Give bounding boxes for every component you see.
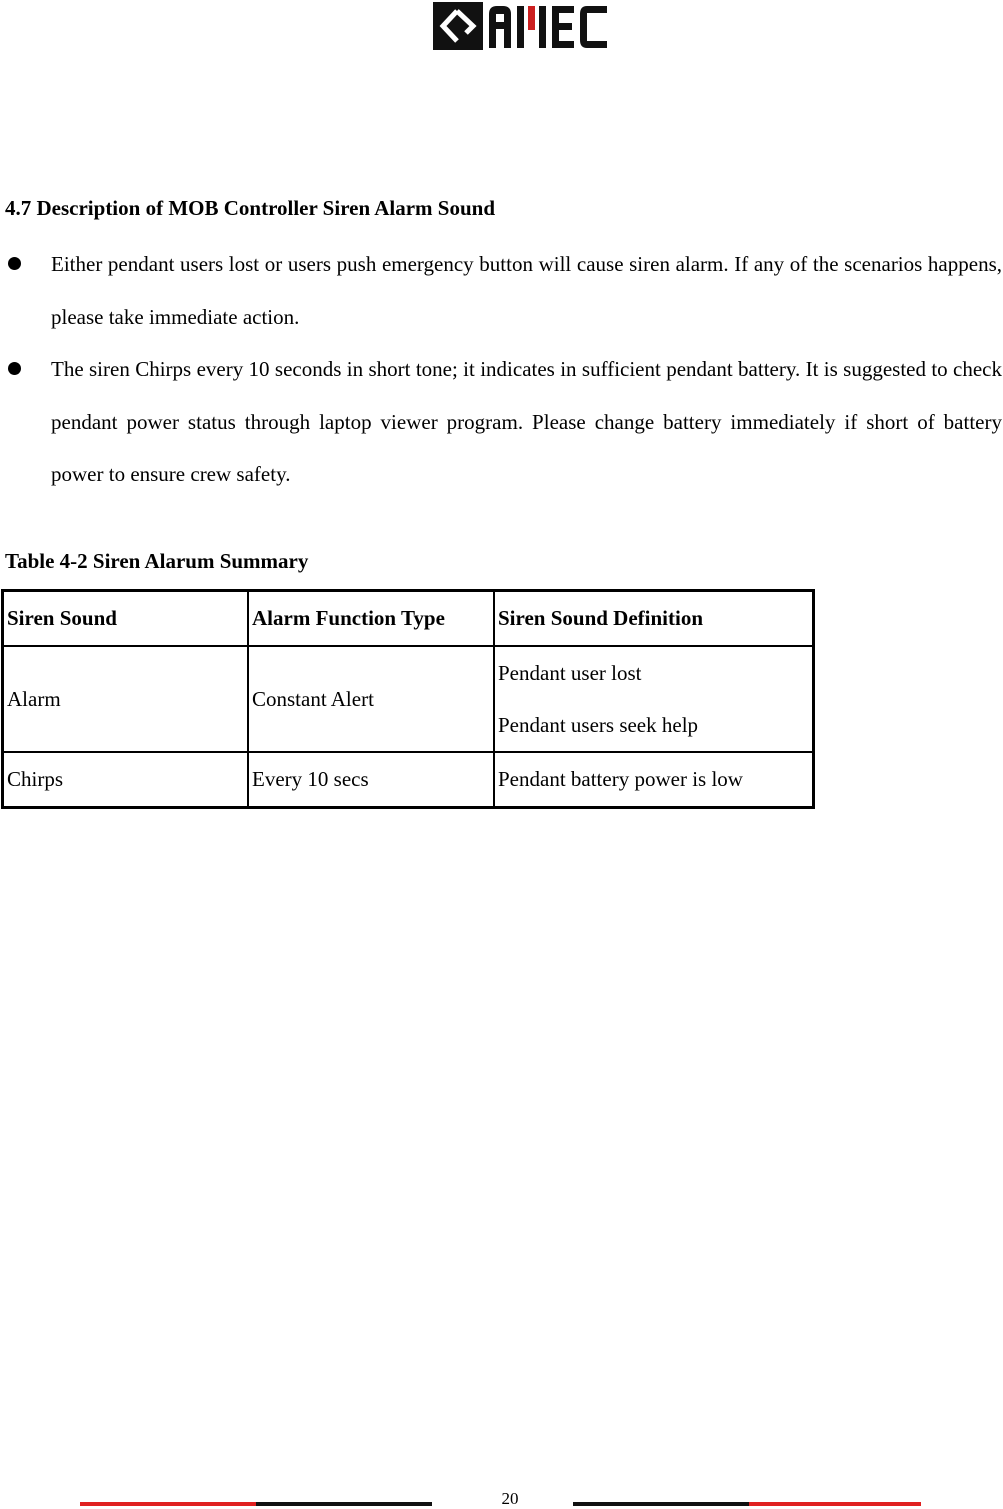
- bullet-item-siren-alarm: [0, 238, 1003, 343]
- definition-line: Pendant users seek help: [498, 713, 699, 737]
- cell-siren-sound: Chirps: [3, 752, 249, 808]
- bullet-text: The siren Chirps every 10 seconds in short tone; it indicates in sufficient pendant battery. It is suggested to check pendant power status through laptop viewer program. Please change battery immediately if short of battery power to ensure crew safety.: [51, 357, 1002, 486]
- table-header-row: [3, 591, 814, 647]
- footer-bar-left-dark: [256, 1502, 432, 1506]
- cell-siren-sound-definition: [494, 646, 814, 752]
- section-title: 4.7 Description of MOB Controller Siren Alarm Sound: [5, 196, 496, 220]
- header-alarm-function-type: Alarm Function Type: [248, 591, 494, 647]
- amec-logo: [433, 2, 609, 50]
- table-row: [3, 646, 814, 752]
- bullet-dot-icon: [8, 257, 21, 270]
- footer-bar-right-dark: [573, 1502, 749, 1506]
- cell-siren-sound: Alarm: [3, 646, 249, 752]
- bullet-list: [0, 238, 1003, 501]
- bullet-dot-icon: [8, 362, 21, 375]
- table-row: [3, 752, 814, 808]
- definition-line: Pendant user lost: [498, 661, 642, 685]
- page-number: 20: [501, 1489, 519, 1508]
- table-title: Table 4-2 Siren Alarum Summary: [5, 549, 309, 573]
- siren-summary-table: [1, 589, 815, 809]
- footer-bar-right-accent: [749, 1502, 921, 1506]
- header-siren-sound-definition: Siren Sound Definition: [494, 591, 814, 647]
- cell-alarm-function-type: Constant Alert: [248, 646, 494, 752]
- amec-logo-graphic: [433, 2, 609, 50]
- cell-siren-sound-definition: Pendant battery power is low: [494, 752, 814, 808]
- header-siren-sound: Siren Sound: [3, 591, 249, 647]
- cell-alarm-function-type: Every 10 secs: [248, 752, 494, 808]
- bullet-item-chirps: [0, 343, 1003, 501]
- footer-bar-left-accent: [80, 1502, 256, 1506]
- bullet-text: Either pendant users lost or users push emergency button will cause siren alarm. If any of the scenarios happens, please take immediate action.: [51, 252, 1002, 329]
